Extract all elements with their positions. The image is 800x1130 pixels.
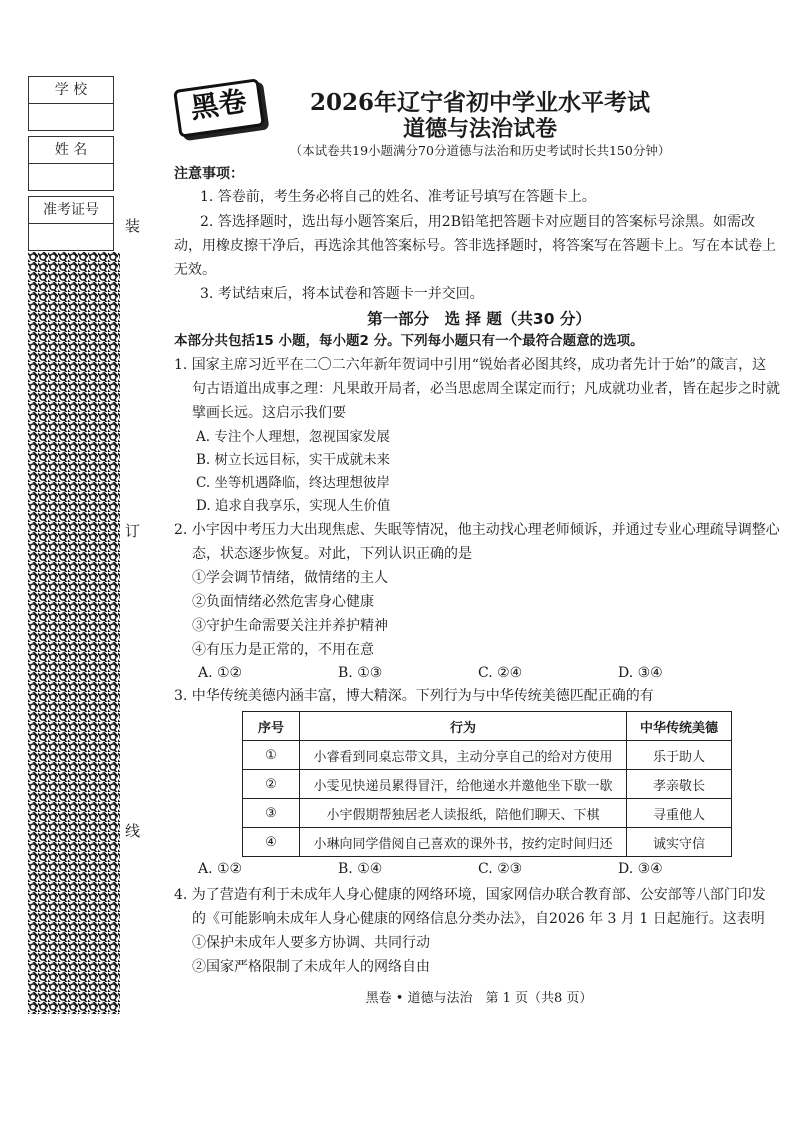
notice-item-2-line-2: 动，用橡皮擦干净后，再选涂其他答案标号。答非选择题时，将答案写在答题卡上。写在本试卷上 xyxy=(174,238,776,254)
q3-virtues-table xyxy=(242,711,732,857)
q4-statement-1: ①保护未成年人要多方协调、共同行动 xyxy=(192,935,430,951)
table-header-index: 序号 xyxy=(243,712,300,741)
q4-stem-line-2: 的《可能影响未成年人身心健康的网络信息分类办法》，自2026 年 3 月 1 日起施行。这表明 xyxy=(192,911,765,927)
q2-statement-1: ①学会调节情绪，做情绪的主人 xyxy=(192,570,388,586)
notice-item-3: 3. 考试结束后，将本试卷和答题卡一并交回。 xyxy=(200,286,484,302)
binding-pattern xyxy=(28,252,120,1014)
notice-heading: 注意事项： xyxy=(174,166,244,182)
q2-stem-line-2: 态，状态逐步恢复。对此，下列认识正确的是 xyxy=(192,546,472,562)
q2-option-b[interactable]: B. ①③ xyxy=(338,665,383,681)
table-cell-behavior: 小宇假期帮独居老人读报纸，陪他们聊天、下棋 xyxy=(300,799,627,828)
school-field[interactable] xyxy=(28,76,114,131)
q2-option-c[interactable]: C. ②④ xyxy=(478,665,523,681)
table-cell-index: ④ xyxy=(243,828,300,857)
q1-stem-line-3: 擘画长远。这启示我们要 xyxy=(192,405,346,421)
q1-option-c[interactable]: C. 坐等机遇降临，终达理想彼岸 xyxy=(196,475,390,491)
q1-stem-line-1: 1. 国家主席习近平在二〇二六年新年贺词中引用“锐始者必图其终，成功者先计于始”的箴言，这 xyxy=(174,357,767,373)
binding-mark-zhuang: 装 xyxy=(125,217,141,235)
table-row xyxy=(243,828,732,857)
table-cell-index: ② xyxy=(243,770,300,799)
name-field[interactable] xyxy=(28,136,114,191)
notice-item-2-line-1: 2. 答选择题时，选出每小题答案后，用2B铅笔把答题卡对应题目的答案标号涂黑。如需改 xyxy=(200,214,756,230)
table-cell-virtue: 寻重他人 xyxy=(627,799,732,828)
q2-statement-3: ③守护生命需要关注并养护精神 xyxy=(192,618,388,634)
q2-option-a[interactable]: A. ①② xyxy=(198,665,243,681)
page-footer: 黑卷 • 道德与法治 第 1 页（共8 页） xyxy=(365,991,593,1006)
table-cell-virtue: 孝亲敬长 xyxy=(627,770,732,799)
binding-mark-xian: 线 xyxy=(125,822,141,840)
name-label: 姓 名 xyxy=(29,137,113,164)
subject-title: 道德与法治试卷 xyxy=(402,116,557,142)
section-instruction: 本部分共包括15 小题，每小题2 分。下列每小题只有一个最符合题意的选项。 xyxy=(174,333,644,349)
table-cell-behavior: 小睿看到同桌忘带文具，主动分享自己的给对方使用 xyxy=(300,741,627,770)
notice-item-1: 1. 答卷前，考生务必将自己的姓名、准考证号填写在答题卡上。 xyxy=(200,189,596,205)
exam-id-label: 准考证号 xyxy=(29,197,113,224)
q1-option-b[interactable]: B. 树立长远目标，实干成就未来 xyxy=(196,452,391,468)
notice-item-2-line-3: 无效。 xyxy=(174,262,216,278)
exam-id-field[interactable] xyxy=(28,196,114,251)
table-cell-index: ① xyxy=(243,741,300,770)
q3-option-b[interactable]: B. ①④ xyxy=(338,861,383,877)
q2-options xyxy=(198,665,758,681)
exam-title: 2026年辽宁省初中学业水平考试 xyxy=(309,89,650,116)
q3-options xyxy=(198,861,758,877)
q3-option-c[interactable]: C. ②③ xyxy=(478,861,523,877)
q1-option-d[interactable]: D. 追求自我享乐，实现人生价值 xyxy=(196,498,391,514)
section-title: 第一部分 选 择 题（共30 分） xyxy=(367,310,591,328)
q3-option-a[interactable]: A. ①② xyxy=(198,861,243,877)
q2-statement-4: ④有压力是正常的，不用在意 xyxy=(192,642,374,658)
exam-subtitle: （本试卷共19小题满分70分道德与法治和历史考试时长共150分钟） xyxy=(289,143,671,158)
exam-id-blank[interactable] xyxy=(29,224,113,250)
q2-stem-line-1: 2. 小宇因中考压力大出现焦虑、失眠等情况，他主动找心理老师倾诉，并通过专业心理疏导调整心 xyxy=(174,522,780,538)
name-blank[interactable] xyxy=(29,164,113,190)
q4-statement-2: ②国家严格限制了未成年人的网络自由 xyxy=(192,959,430,975)
binding-mark-ding: 订 xyxy=(125,522,141,540)
table-row xyxy=(243,770,732,799)
q3-option-d[interactable]: D. ③④ xyxy=(618,861,663,877)
q3-stem-line-1: 3. 中华传统美德内涵丰富，博大精深。下列行为与中华传统美德匹配正确的有 xyxy=(174,688,654,704)
table-cell-virtue: 诚实守信 xyxy=(627,828,732,857)
q1-option-a[interactable]: A. 专注个人理想，忽视国家发展 xyxy=(196,429,390,445)
table-header-behavior: 行为 xyxy=(300,712,627,741)
table-row xyxy=(243,741,732,770)
q2-statement-2: ②负面情绪必然危害身心健康 xyxy=(192,594,374,610)
table-row xyxy=(243,799,732,828)
table-header-row xyxy=(243,712,732,741)
table-cell-virtue: 乐于助人 xyxy=(627,741,732,770)
school-label: 学 校 xyxy=(29,77,113,104)
table-cell-behavior: 小雯见快递员累得冒汗，给他递水并邀他坐下歇一歇 xyxy=(300,770,627,799)
q2-option-d[interactable]: D. ③④ xyxy=(618,665,663,681)
table-cell-index: ③ xyxy=(243,799,300,828)
table-header-virtue: 中华传统美德 xyxy=(627,712,732,741)
q4-stem-line-1: 4. 为了营造有利于未成年人身心健康的网络环境，国家网信办联合教育部、公安部等八部门印发 xyxy=(174,887,766,903)
heijuan-stamp-logo: 黑卷 xyxy=(173,78,265,138)
school-blank[interactable] xyxy=(29,104,113,130)
q1-stem-line-2: 句古语道出成事之理：凡果敢开局者，必当思虑周全谋定而行；凡成就功业者，皆在起步之时就 xyxy=(192,381,780,397)
table-cell-behavior: 小琳向同学借阅自己喜欢的课外书，按约定时间归还 xyxy=(300,828,627,857)
